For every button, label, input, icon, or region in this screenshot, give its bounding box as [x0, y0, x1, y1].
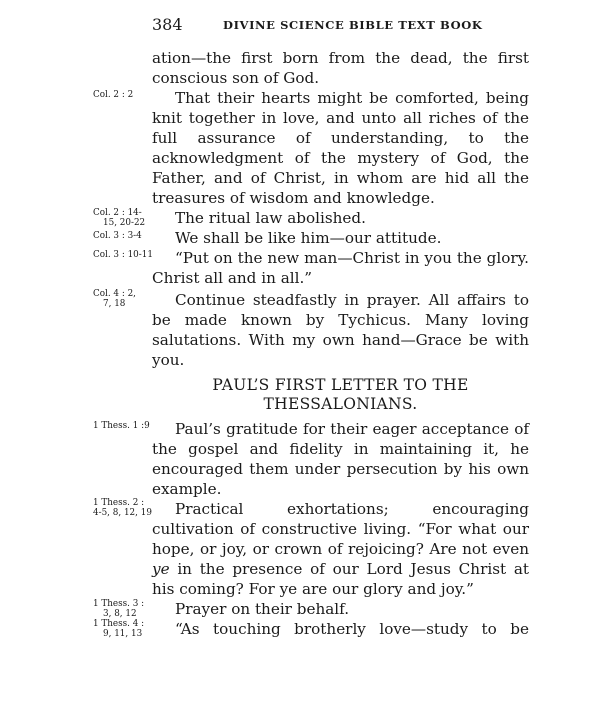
margin-reference-line1: Col. 3 : 3-4	[93, 231, 142, 241]
margin-reference-line2: 9, 11, 13	[103, 628, 143, 639]
paragraph-continuation	[152, 48, 529, 88]
margin-reference-line1: Col. 2 : 14-	[93, 208, 142, 218]
paragraph-text: That their hearts might be comforted, being knit together in love, and unto all riches of the full assurance of understanding, to the acknowledgment of the mystery of God, the Father, and of Christ, in whom are hid all the treasures of wisdom and knowledge.	[152, 89, 529, 207]
paragraph-col-2-2	[93, 88, 529, 208]
paragraph-text-italic: ye	[152, 560, 170, 578]
paragraph-text: ation—the first born from the dead, the first conscious son of God.	[152, 49, 529, 87]
section-heading-line1: PAUL’S FIRST LETTER TO THE	[212, 376, 469, 394]
running-title: DIVINE SCIENCE BIBLE TEXT BOOK	[223, 18, 483, 32]
paragraph-1-thess-1	[93, 419, 529, 499]
margin-reference-line2: 4-5, 8, 12, 19	[93, 507, 152, 518]
page-number: 384	[152, 15, 183, 34]
margin-reference-line2: 3, 8, 12	[103, 608, 137, 619]
margin-reference-line2: 15, 20-22	[103, 217, 146, 228]
margin-reference-line1: 1 Thess. 2 :	[93, 498, 145, 508]
paragraph-col-4-2	[93, 289, 529, 370]
paragraph-col-2-14	[93, 208, 529, 228]
paragraph-text: We shall be like him—our attitude.	[175, 229, 442, 247]
page-header	[152, 15, 532, 37]
margin-reference	[70, 290, 142, 309]
section-heading-line2: THESSALONIANS.	[263, 395, 418, 413]
margin-reference	[70, 208, 146, 228]
margin-reference-line1: 1 Thess. 1 :9	[93, 421, 150, 431]
paragraph-text-before: Practical exhortations; encouraging cultivation of constructive living. “For what our hope, or joy, or crown of rejoicing? Are not even	[152, 500, 529, 558]
margin-reference	[70, 421, 150, 432]
margin-reference-line1: Col. 4 : 2,	[93, 289, 136, 299]
paragraph-col-3-3	[93, 228, 529, 248]
paragraph-text: “Put on the new man—Christ in you the glory. Christ all and in all.”	[152, 249, 529, 287]
paragraph-1-thess-4	[93, 619, 529, 639]
paragraph-text: “As touching brotherly love—study to be	[175, 620, 529, 638]
paragraph-1-thess-3	[93, 599, 529, 619]
paragraph-text: Prayer on their behalf.	[175, 600, 350, 618]
margin-reference	[70, 91, 142, 101]
margin-reference-line1: Col. 3 : 10-11	[93, 250, 153, 260]
margin-reference	[70, 232, 142, 242]
paragraph-text: The ritual law abolished.	[175, 209, 366, 227]
margin-reference	[70, 498, 152, 518]
margin-reference	[70, 599, 145, 619]
paragraph-text-after: in the presence of our Lord Jesus Christ at his coming? For ye are our glory and joy.”	[152, 560, 529, 598]
margin-reference-line1: 1 Thess. 3 :	[93, 599, 145, 609]
margin-reference	[70, 619, 145, 639]
margin-reference-line2: 7, 18	[103, 298, 126, 309]
margin-reference	[70, 250, 153, 261]
paragraph-1-thess-2	[93, 498, 529, 599]
section-heading	[152, 376, 529, 414]
margin-reference-line1: Col. 2 : 2	[93, 90, 134, 100]
paragraph-text: Continue steadfastly in prayer. All affairs to be made known by Tychicus. Many loving salutations. With my own hand—Grace be with you.	[152, 291, 529, 369]
paragraph-col-3-10	[93, 248, 529, 288]
paragraph-text: Paul’s gratitude for their eager acceptance of the gospel and fidelity in maintaining it, he encouraged them under persecution by his own example.	[152, 420, 529, 498]
margin-reference-line1: 1 Thess. 4 :	[93, 619, 145, 629]
page-body	[93, 48, 529, 639]
